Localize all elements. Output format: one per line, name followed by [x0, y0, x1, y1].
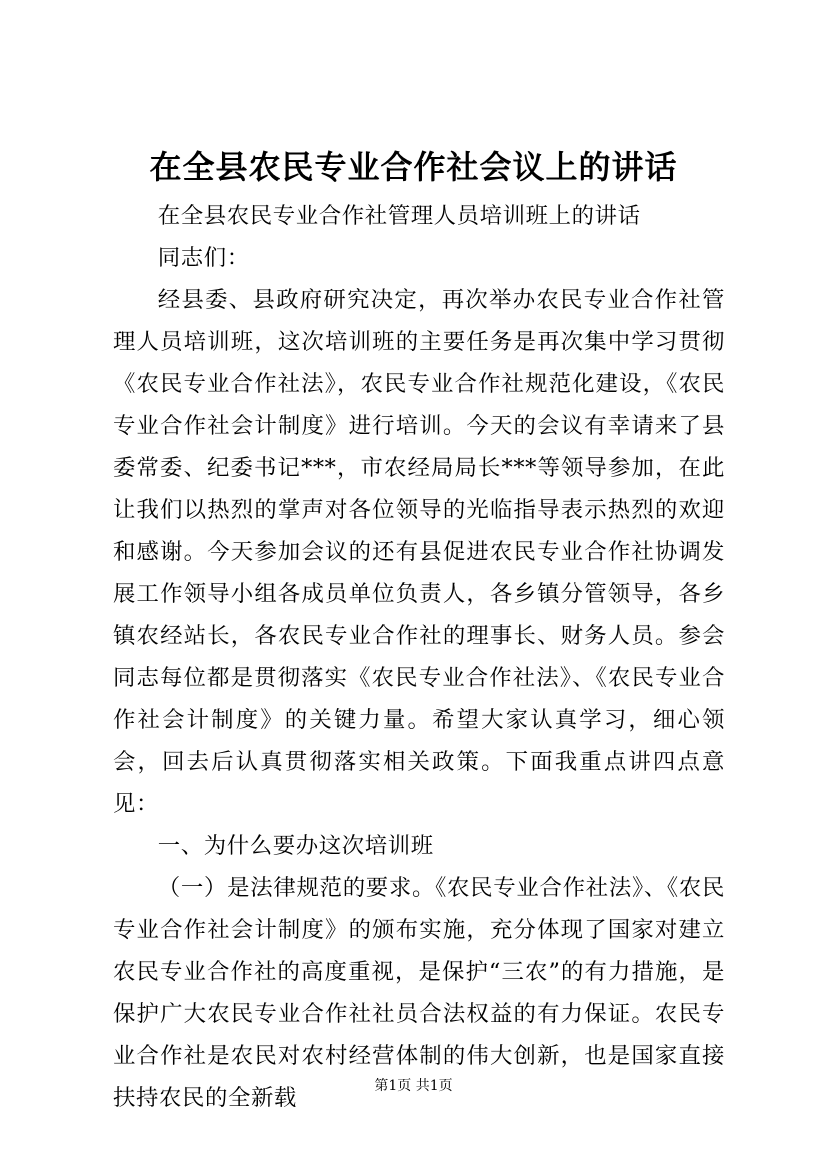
- page-footer: 第1页 共1页: [374, 1078, 453, 1094]
- document-body: [113, 195, 725, 1119]
- subtitle-paragraph: 在全县农民专业合作社管理人员培训班上的讲话: [157, 203, 641, 229]
- document-title: 在全县农民专业合作社会议上的讲话: [149, 148, 678, 186]
- salutation-paragraph: 同志们：: [157, 245, 250, 271]
- body-paragraph: 经县委、县政府研究决定，再次举办农民专业合作社管理人员培训班，这次培训班的主要任务是再次集中学习贯彻《农民专业合作社法》，农民专业合作社规范化建设，《农民专业合作社会计制度》进行培训。今天的会议有幸请来了县委常委、纪委书记***，市农经局局长***等领导参加，在此让我们以热烈的掌声对各位领导的光临指导表示热烈的欢迎和感谢。今天参加会议的还有县促进农民专业合作社协调发展工作领导小组各成员单位负责人，各乡镇分管领导，各乡镇农经站长，各农民专业合作社的理事长、财务人员。参会同志每位都是贯彻落实《农民专业合作社法》、《农民专业合作社会计制度》的关键力量。希望大家认真学习，细心领会，回去后认真贯彻落实相关政策。下面我重点讲四点意见：: [113, 287, 725, 817]
- body-paragraph: （一）是法律规范的要求。《农民专业合作社法》、《农民专业合作社会计制度》的颁布实施，充分体现了国家对建立农民专业合作社的高度重视，是保护“三农”的有力措施，是保护广大农民专业合作社社员合法权益的有力保证。农民专业合作社是农民对农村经营体制的伟大创新，也是国家直接扶持农民的全新载: [113, 875, 725, 1111]
- section-heading: 一、为什么要办这次培训班: [157, 833, 434, 859]
